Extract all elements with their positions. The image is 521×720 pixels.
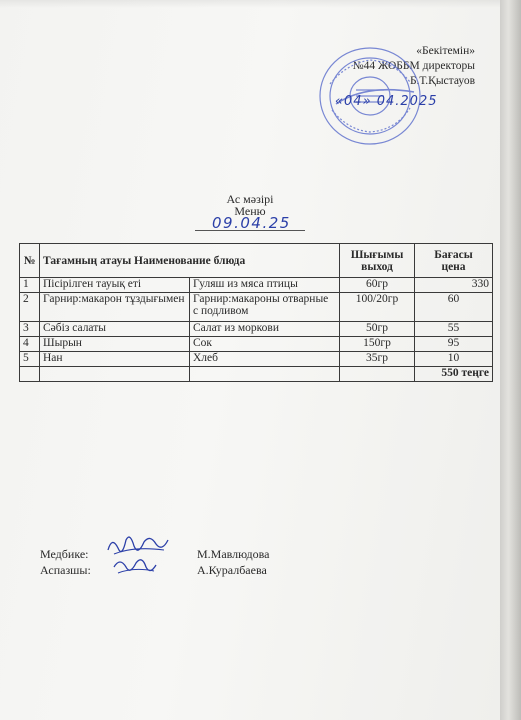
signature-name-cook: А.Куралбаева (197, 563, 267, 577)
row-name-ru: Гарнир:макароны отварные с подливом (190, 293, 340, 322)
row-price: 95 (415, 337, 493, 352)
menu-table (19, 243, 493, 382)
date-underline (195, 230, 305, 231)
table-row (20, 352, 493, 367)
header-portion (340, 244, 415, 278)
row-name-ru: Хлеб (190, 352, 340, 367)
row-price: 60 (415, 293, 493, 322)
menu-date: 09.04.25 (212, 214, 291, 232)
row-name-kz: Нан (40, 352, 190, 367)
row-price: 330 (415, 278, 493, 293)
row-name-ru: Сок (190, 337, 340, 352)
approval-line2: №44 ЖОББМ директоры (352, 60, 475, 72)
header-num: № (20, 244, 40, 278)
header-price (415, 244, 493, 278)
table-row (20, 293, 493, 322)
row-price: 55 (415, 322, 493, 337)
row-name-kz: Гарнир:макарон тұздығымен (40, 293, 190, 322)
row-portion: 50гр (340, 322, 415, 337)
menu-title-kz: Ас мәзірі (226, 192, 274, 206)
row-num: 4 (20, 337, 40, 352)
row-portion: 60гр (340, 278, 415, 293)
table-row (20, 322, 493, 337)
table-row (20, 337, 493, 352)
row-name-kz: Сәбіз салаты (40, 322, 190, 337)
approval-date: «04» 04.2025 (335, 94, 438, 109)
row-portion: 100/20гр (340, 293, 415, 322)
row-portion: 35гр (340, 352, 415, 367)
header-name: Тағамның атауы Наименование блюда (40, 244, 340, 278)
total-value: 550 теңге (415, 367, 493, 382)
header-portion-kz: Шығымы (350, 248, 404, 261)
row-portion: 150гр (340, 337, 415, 352)
row-price: 10 (415, 352, 493, 367)
handwritten-signature-cook (110, 553, 160, 581)
page-edge (500, 0, 521, 720)
table-header-row (20, 244, 493, 278)
page-shadow (0, 0, 500, 8)
table-row (20, 278, 493, 293)
total-row (20, 367, 493, 382)
approval-line3: Б.Т.Қыстауов (409, 75, 475, 87)
row-name-kz: Шырын (40, 337, 190, 352)
signature-role-nurse: Медбике: (40, 547, 89, 561)
header-portion-ru: выход (361, 260, 393, 273)
row-num: 2 (20, 293, 40, 322)
signature-role-cook: Аспазшы: (40, 563, 91, 577)
row-num: 1 (20, 278, 40, 293)
row-name-ru: Гуляш из мяса птицы (190, 278, 340, 293)
row-num: 3 (20, 322, 40, 337)
header-price-kz: Бағасы (434, 248, 473, 261)
signature-name-nurse: М.Мавлюдова (197, 547, 270, 561)
row-name-kz: Пісірілген тауық еті (40, 278, 190, 293)
menu-title-ru: Меню (234, 204, 266, 218)
approval-line1: «Бекітемін» (416, 45, 475, 57)
row-name-ru: Салат из моркови (190, 322, 340, 337)
header-price-ru: цена (441, 260, 466, 273)
row-num: 5 (20, 352, 40, 367)
